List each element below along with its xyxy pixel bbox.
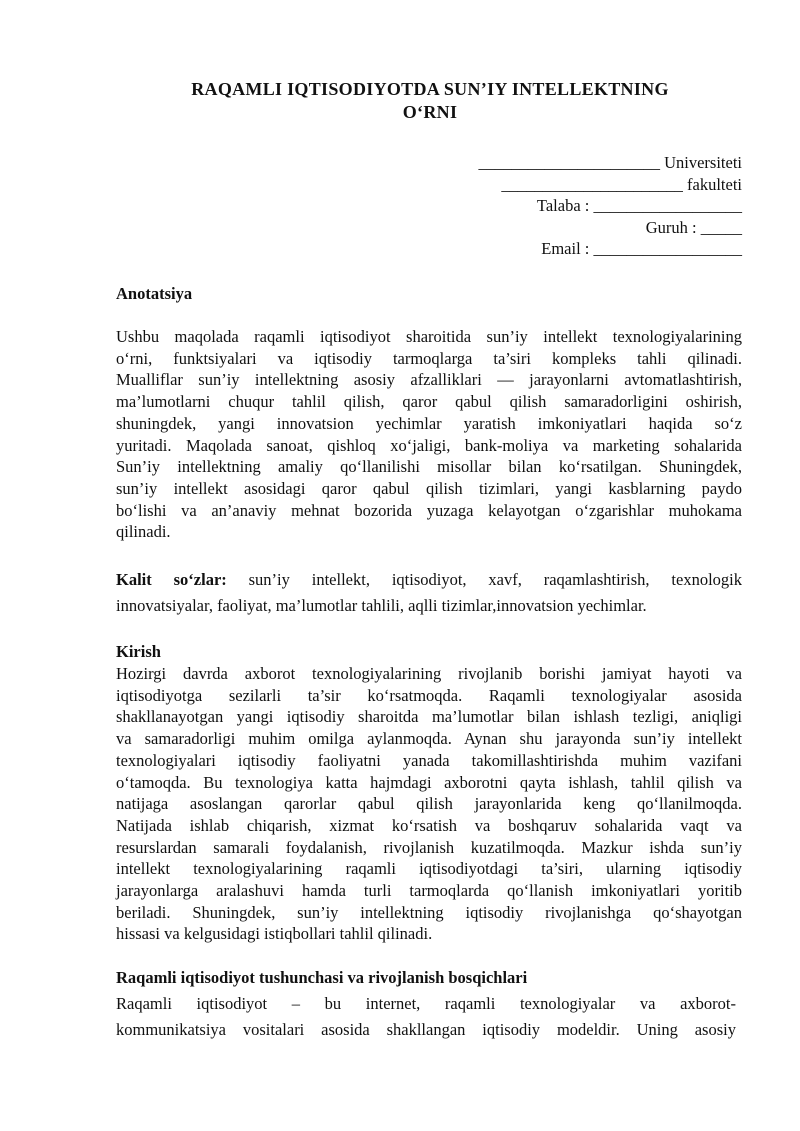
group-line: Guruh : _____ xyxy=(645,217,742,237)
intro-line: Hozirgi davrda axborot texnologiyalarining rivojlanib borishi jamiyat hayoti va xyxy=(116,664,742,683)
intro-paragraph xyxy=(116,663,742,945)
intro-line: iqtisodiyotga sezilarli ta’sir ko‘rsatmoqda. Raqamli texnologiyalar asosida xyxy=(116,685,742,705)
intro-line: natijaga asoslangan qarorlar qabul qilish jarayonlarida keng qo‘llanilmoqda. xyxy=(116,794,742,814)
intro-line: intellekt texnologiyalarining raqamli iqtisodiyotdagi ta’siri, ularning iqtisodiy xyxy=(116,859,742,879)
abstract-line: Ushbu maqolada raqamli iqtisodiyot sharoitida sun’iy intellekt texnologiyalarining xyxy=(116,327,742,346)
intro-heading: Kirish xyxy=(116,642,161,661)
keywords-text: sun’iy intellekt, iqtisodiyot, xavf, raqamlashtirish, texnologik xyxy=(226,570,743,589)
intro-line: va samaradorligi muhim omilga aylanmoqda. Aynan shu jarayonda sun’iy intellekt xyxy=(116,729,742,749)
faculty-line: ______________________ fakulteti xyxy=(501,174,742,194)
student-line: Talaba : __________________ xyxy=(536,196,742,215)
abstract-heading: Anotatsiya xyxy=(116,284,193,303)
abstract-line: ma’lumotlarni chuqur tahlil qilish, qaror qabul qilish samaradorligini oshirish, xyxy=(116,392,742,412)
abstract-line: qilinadi. xyxy=(116,522,171,542)
title-line-1: RAQAMLI IQTISODIYOTDA SUN’IY INTELLEKTNING xyxy=(191,79,669,99)
section2-line: kommunikatsiya vositalari asosida shakllangan iqtisodiy modeldir. Uning asosiy xyxy=(116,1020,736,1039)
intro-line: o‘tamoqda. Bu texnologiya katta hajmdagi axborotni qayta ishlash, tahlil qilish va xyxy=(116,772,742,792)
intro-line: hissasi va kelgusidagi istiqbollari tahlil qilinadi. xyxy=(116,924,433,944)
abstract-line: yuritadi. Maqolada sanoat, qishloq xo‘jaligi, bank-moliya va marketing sohalarida xyxy=(116,435,742,455)
intro-line: texnologiyalari iqtisodiy faoliyatni yanada takomillashtirishda muhim vazifani xyxy=(116,750,742,770)
section2-paragraph xyxy=(116,991,736,1043)
intro-line: Natijada ishlab chiqarish, xizmat ko‘rsatish va boshqaruv sohalarida vaqt va xyxy=(116,815,742,835)
section2-line: Raqamli iqtisodiyot – bu internet, raqamli texnologiyalar va axborot- xyxy=(116,994,736,1013)
intro-line: jarayonlarga aralashuvi hamda turli tarmoqlarda qo‘llanish imkoniyatlari yoritib xyxy=(116,881,742,901)
intro-line: shakllanayotgan yangi iqtisodiy sharoitda ma’lumotlar bilan ishlash tezligi, aniqligi xyxy=(116,707,742,727)
keywords-paragraph xyxy=(116,567,742,619)
abstract-line: shuningdek, yangi innovatsion yechimlar yaratish imkoniyatlari haqida so‘z xyxy=(116,413,742,433)
intro-line: beriladi. Shuningdek, sun’iy intellektning iqtisodiy rivojlanishga qo‘shayotgan xyxy=(116,902,742,922)
author-info-block xyxy=(322,152,742,260)
title-line-2: O‘RNI xyxy=(402,102,458,122)
university-line: ______________________ Universiteti xyxy=(478,153,742,172)
abstract-line: Sun’iy intellektning amaliy qo‘llanilishi misollar bilan ko‘rsatilgan. Shuningdek, xyxy=(116,457,742,477)
document-title xyxy=(100,78,760,124)
email-line: Email : __________________ xyxy=(541,239,742,258)
section2-heading: Raqamli iqtisodiyot tushunchasi va rivojlanish bosqichlari xyxy=(116,968,528,987)
abstract-paragraph xyxy=(116,326,742,543)
abstract-line: o‘rni, funktsiyalari va iqtisodiy tarmoqlarga ta’siri kompleks tahli qilinadi. xyxy=(116,348,742,368)
abstract-line: bo‘lishi va an’anaviy mehnat bozorida yuzaga kelayotgan o‘zgarishlar muhokama xyxy=(116,500,742,520)
keywords-label: Kalit so‘zlar: xyxy=(116,570,227,589)
abstract-line: Mualliflar sun’iy intellektning asosiy afzalliklari — jarayonlarni avtomatlashtirish, xyxy=(116,370,742,390)
abstract-line: sun’iy intellekt asosidagi qaror qabul qilish tizimlari, yangi kasblarning paydo xyxy=(116,478,742,498)
intro-line: resurslardan samarali foydalanish, rivojlanish kuzatilmoqda. Mazkur ishda sun’iy xyxy=(116,837,742,857)
keywords-text-line-2: innovatsiyalar, faoliyat, ma’lumotlar tahlili, aqlli tizimlar,innovatsion yechimlar. xyxy=(116,596,647,615)
